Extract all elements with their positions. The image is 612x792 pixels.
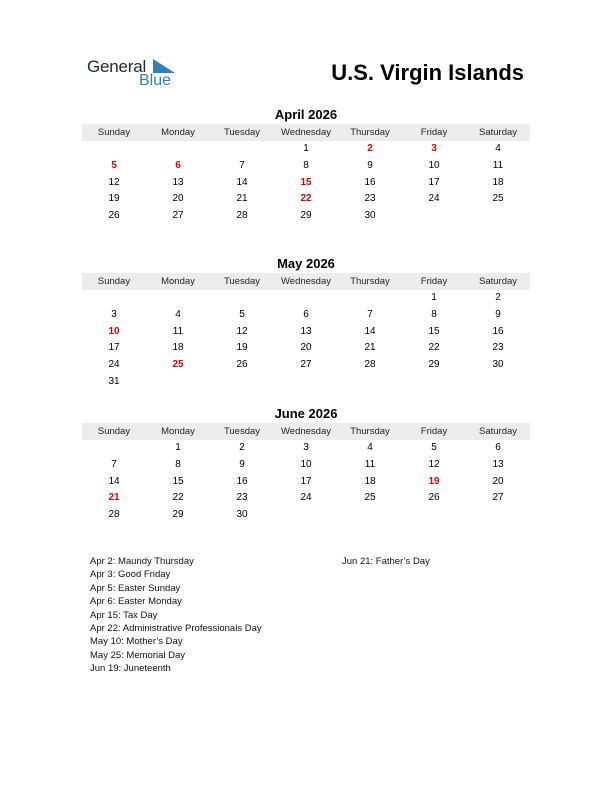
empty-day-cell xyxy=(466,208,530,225)
day-cell: 31 xyxy=(108,375,120,387)
day-cell: 23 xyxy=(236,492,248,504)
weekday-label: Saturday xyxy=(478,127,518,138)
weekday-header xyxy=(82,423,530,440)
day-cell: 14 xyxy=(236,176,248,188)
day-grid xyxy=(82,141,530,225)
weekday-label: Monday xyxy=(161,276,195,287)
day-cell: 10 xyxy=(108,325,120,337)
day-cell: 7 xyxy=(367,308,373,320)
month-calendar-may xyxy=(82,256,530,391)
empty-day-cell xyxy=(82,440,146,457)
weekday-label: Sunday xyxy=(97,276,131,287)
day-cell: 9 xyxy=(367,159,373,171)
holiday-note: Apr 2: Maundy Thursday xyxy=(90,556,194,567)
weekday-header xyxy=(82,124,530,141)
day-cell: 3 xyxy=(303,442,309,453)
week-row xyxy=(82,208,530,225)
logo-text-general: General xyxy=(87,57,147,76)
day-cell: 5 xyxy=(239,308,245,320)
holiday-note: May 10: Mother’s Day xyxy=(90,636,183,648)
day-cell: 27 xyxy=(300,359,312,371)
day-cell: 26 xyxy=(108,210,120,222)
day-cell: 4 xyxy=(495,143,501,154)
empty-day-cell xyxy=(82,290,146,307)
month-calendar-june xyxy=(82,406,530,524)
day-cell: 10 xyxy=(300,458,312,470)
week-row xyxy=(82,290,530,307)
country-title: U.S. Virgin Islands xyxy=(331,60,524,85)
weekday-header xyxy=(82,273,530,290)
holiday-note: Apr 22: Administrative Professionals Day xyxy=(90,623,262,635)
day-cell: 18 xyxy=(492,176,504,188)
day-cell: 13 xyxy=(492,458,504,470)
day-cell: 9 xyxy=(495,308,501,320)
weekday-label: Thursday xyxy=(350,276,390,287)
day-cell: 24 xyxy=(108,359,120,371)
day-cell: 4 xyxy=(175,308,181,320)
empty-day-cell xyxy=(210,141,274,158)
day-cell: 11 xyxy=(172,325,184,337)
day-cell: 1 xyxy=(175,442,181,453)
day-cell: 16 xyxy=(236,475,248,487)
empty-day-cell xyxy=(402,208,466,225)
day-cell: 6 xyxy=(303,308,309,320)
day-cell: 17 xyxy=(300,475,312,487)
holiday-note: Apr 15: Tax Day xyxy=(90,609,158,621)
day-cell: 22 xyxy=(300,193,312,205)
empty-day-cell xyxy=(338,374,402,391)
logo-text-blue: Blue xyxy=(139,72,172,89)
week-row xyxy=(82,307,530,324)
day-cell: 2 xyxy=(495,292,501,303)
holiday-note: Apr 5: Easter Sunday xyxy=(90,582,181,594)
week-row xyxy=(82,191,530,208)
day-cell: 6 xyxy=(495,442,501,453)
weekday-label: Saturday xyxy=(478,426,518,437)
weekday-label: Tuesday xyxy=(223,426,261,437)
day-cell: 2 xyxy=(239,442,245,453)
day-cell: 26 xyxy=(236,359,248,371)
empty-day-cell xyxy=(338,290,402,307)
weekday-label: Saturday xyxy=(478,276,518,287)
week-row xyxy=(82,175,530,192)
day-cell: 30 xyxy=(492,359,504,371)
empty-day-cell xyxy=(146,374,210,391)
holiday-note: Apr 6: Easter Monday xyxy=(90,596,182,608)
week-row xyxy=(82,324,530,341)
empty-day-cell xyxy=(210,374,274,391)
day-cell: 8 xyxy=(431,308,437,320)
empty-day-cell xyxy=(146,141,210,158)
day-cell: 26 xyxy=(428,492,440,504)
week-row xyxy=(82,340,530,357)
holiday-note: Jun 21: Father’s Day xyxy=(342,556,430,567)
day-cell: 29 xyxy=(300,210,312,222)
week-row xyxy=(82,490,530,507)
weekday-label: Monday xyxy=(161,127,195,138)
day-cell: 15 xyxy=(172,475,184,487)
day-grid xyxy=(82,290,530,391)
empty-day-cell xyxy=(274,374,338,391)
day-cell: 7 xyxy=(111,458,117,470)
day-cell: 15 xyxy=(428,325,440,337)
day-cell: 16 xyxy=(492,325,504,337)
day-cell: 30 xyxy=(364,210,376,222)
day-cell: 20 xyxy=(172,193,184,205)
day-cell: 6 xyxy=(175,159,181,171)
holiday-note: Apr 3: Good Friday xyxy=(90,569,171,581)
logo-triangle-icon xyxy=(153,59,175,73)
empty-day-cell xyxy=(466,507,530,524)
day-cell: 11 xyxy=(492,159,504,171)
weekday-label: Friday xyxy=(420,127,448,138)
empty-day-cell xyxy=(338,507,402,524)
day-cell: 28 xyxy=(364,359,376,371)
day-cell: 17 xyxy=(428,176,440,188)
day-cell: 19 xyxy=(236,342,248,354)
empty-day-cell xyxy=(82,141,146,158)
day-cell: 25 xyxy=(172,359,184,371)
day-cell: 20 xyxy=(300,342,312,354)
weekday-label: Tuesday xyxy=(223,127,261,138)
weekday-label: Monday xyxy=(161,426,195,437)
empty-day-cell xyxy=(402,507,466,524)
week-row xyxy=(82,457,530,474)
day-cell: 23 xyxy=(492,342,504,354)
day-cell: 29 xyxy=(172,509,184,521)
holiday-note: Jun 19: Juneteenth xyxy=(90,663,171,675)
day-cell: 18 xyxy=(172,342,184,354)
empty-day-cell xyxy=(466,374,530,391)
day-cell: 1 xyxy=(303,143,309,154)
day-cell: 20 xyxy=(492,475,504,487)
day-cell: 14 xyxy=(108,475,120,487)
week-row xyxy=(82,158,530,175)
day-cell: 12 xyxy=(428,458,440,470)
day-grid xyxy=(82,440,530,524)
empty-day-cell xyxy=(402,374,466,391)
weekday-label: Friday xyxy=(420,276,448,287)
holiday-note: May 25: Memorial Day xyxy=(90,649,186,661)
day-cell: 7 xyxy=(239,159,245,171)
day-cell: 28 xyxy=(236,210,248,222)
day-cell: 11 xyxy=(364,458,376,470)
day-cell: 3 xyxy=(431,143,437,154)
day-cell: 16 xyxy=(364,176,376,188)
day-cell: 22 xyxy=(172,492,184,504)
weekday-label: Thursday xyxy=(350,426,390,437)
month-title: June 2026 xyxy=(274,406,338,421)
empty-day-cell xyxy=(210,290,274,307)
empty-day-cell xyxy=(274,290,338,307)
empty-day-cell xyxy=(274,507,338,524)
day-cell: 19 xyxy=(428,475,440,487)
weekday-label: Friday xyxy=(420,426,448,437)
weekday-label: Wednesday xyxy=(281,426,331,437)
day-cell: 4 xyxy=(367,442,373,453)
day-cell: 5 xyxy=(431,442,437,453)
day-cell: 8 xyxy=(175,458,181,470)
day-cell: 9 xyxy=(239,458,245,470)
weekday-label: Tuesday xyxy=(223,276,261,287)
weekday-label: Thursday xyxy=(350,127,390,138)
day-cell: 29 xyxy=(428,359,440,371)
day-cell: 21 xyxy=(364,342,376,354)
day-cell: 24 xyxy=(300,492,312,504)
generalblue-logo xyxy=(87,57,187,91)
day-cell: 21 xyxy=(236,193,248,205)
holiday-list-left xyxy=(90,555,262,676)
week-row xyxy=(82,374,530,391)
day-cell: 12 xyxy=(108,176,120,188)
weekday-label: Sunday xyxy=(97,426,131,437)
day-cell: 3 xyxy=(111,308,117,320)
month-calendar-april xyxy=(82,107,530,225)
day-cell: 19 xyxy=(108,193,120,205)
week-row xyxy=(82,357,530,374)
day-cell: 25 xyxy=(492,193,504,205)
day-cell: 17 xyxy=(108,342,120,354)
weekday-label: Wednesday xyxy=(281,127,331,138)
day-cell: 13 xyxy=(300,325,312,337)
day-cell: 1 xyxy=(431,292,437,303)
day-cell: 30 xyxy=(236,509,248,521)
day-cell: 23 xyxy=(364,193,376,205)
day-cell: 22 xyxy=(428,342,440,354)
month-title: April 2026 xyxy=(274,107,338,122)
day-cell: 27 xyxy=(172,210,184,222)
day-cell: 5 xyxy=(111,159,117,171)
day-cell: 27 xyxy=(492,492,504,504)
week-row xyxy=(82,507,530,524)
week-row xyxy=(82,440,530,457)
day-cell: 15 xyxy=(300,176,312,188)
day-cell: 18 xyxy=(364,475,376,487)
day-cell: 13 xyxy=(172,176,184,188)
weekday-label: Wednesday xyxy=(281,276,331,287)
day-cell: 28 xyxy=(108,509,120,521)
day-cell: 25 xyxy=(364,492,376,504)
day-cell: 24 xyxy=(428,193,440,205)
day-cell: 8 xyxy=(303,159,309,171)
weekday-label: Sunday xyxy=(97,127,131,138)
day-cell: 21 xyxy=(108,492,120,504)
week-row xyxy=(82,474,530,491)
day-cell: 14 xyxy=(364,325,376,337)
week-row xyxy=(82,141,530,158)
month-title: May 2026 xyxy=(277,256,335,271)
holiday-list-right xyxy=(342,555,430,568)
day-cell: 2 xyxy=(367,143,373,154)
day-cell: 10 xyxy=(428,159,440,171)
day-cell: 12 xyxy=(236,325,248,337)
empty-day-cell xyxy=(146,290,210,307)
